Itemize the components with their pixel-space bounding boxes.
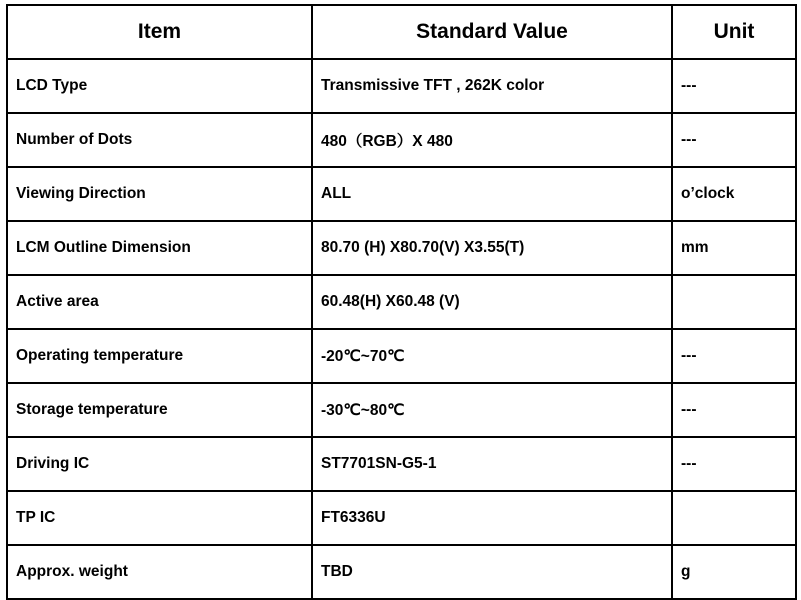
table-row — [7, 545, 796, 599]
cell-item: Driving IC — [7, 437, 312, 491]
cell-value: TBD — [312, 545, 672, 599]
table-row — [7, 275, 796, 329]
cell-unit — [672, 491, 796, 545]
table-row — [7, 167, 796, 221]
cell-unit: --- — [672, 383, 796, 437]
cell-unit: --- — [672, 437, 796, 491]
cell-value: -30℃~80℃ — [312, 383, 672, 437]
table-row — [7, 113, 796, 167]
cell-value: Transmissive TFT , 262K color — [312, 59, 672, 113]
cell-unit: g — [672, 545, 796, 599]
table-body — [7, 59, 796, 599]
table-row — [7, 59, 796, 113]
table-row — [7, 329, 796, 383]
cell-item: LCM Outline Dimension — [7, 221, 312, 275]
cell-value: 80.70 (H) X80.70(V) X3.55(T) — [312, 221, 672, 275]
cell-value: 60.48(H) X60.48 (V) — [312, 275, 672, 329]
table-row — [7, 383, 796, 437]
cell-value: FT6336U — [312, 491, 672, 545]
cell-item: TP IC — [7, 491, 312, 545]
cell-unit: mm — [672, 221, 796, 275]
cell-value: ALL — [312, 167, 672, 221]
table-header — [7, 5, 796, 59]
cell-item: Approx. weight — [7, 545, 312, 599]
cell-item: Operating temperature — [7, 329, 312, 383]
cell-unit: --- — [672, 59, 796, 113]
table-row — [7, 221, 796, 275]
cell-value: ST7701SN-G5-1 — [312, 437, 672, 491]
cell-item: Viewing Direction — [7, 167, 312, 221]
cell-unit: --- — [672, 113, 796, 167]
specification-table — [6, 4, 797, 600]
table-header-row — [7, 5, 796, 59]
cell-item: Number of Dots — [7, 113, 312, 167]
cell-item: Active area — [7, 275, 312, 329]
table-row — [7, 437, 796, 491]
column-header-unit: Unit — [672, 5, 796, 59]
cell-unit — [672, 275, 796, 329]
column-header-item: Item — [7, 5, 312, 59]
cell-value: -20℃~70℃ — [312, 329, 672, 383]
table-row — [7, 491, 796, 545]
cell-item: LCD Type — [7, 59, 312, 113]
cell-unit: --- — [672, 329, 796, 383]
column-header-standard-value: Standard Value — [312, 5, 672, 59]
cell-unit: o’clock — [672, 167, 796, 221]
cell-item: Storage temperature — [7, 383, 312, 437]
cell-value: 480（RGB）X 480 — [312, 113, 672, 167]
